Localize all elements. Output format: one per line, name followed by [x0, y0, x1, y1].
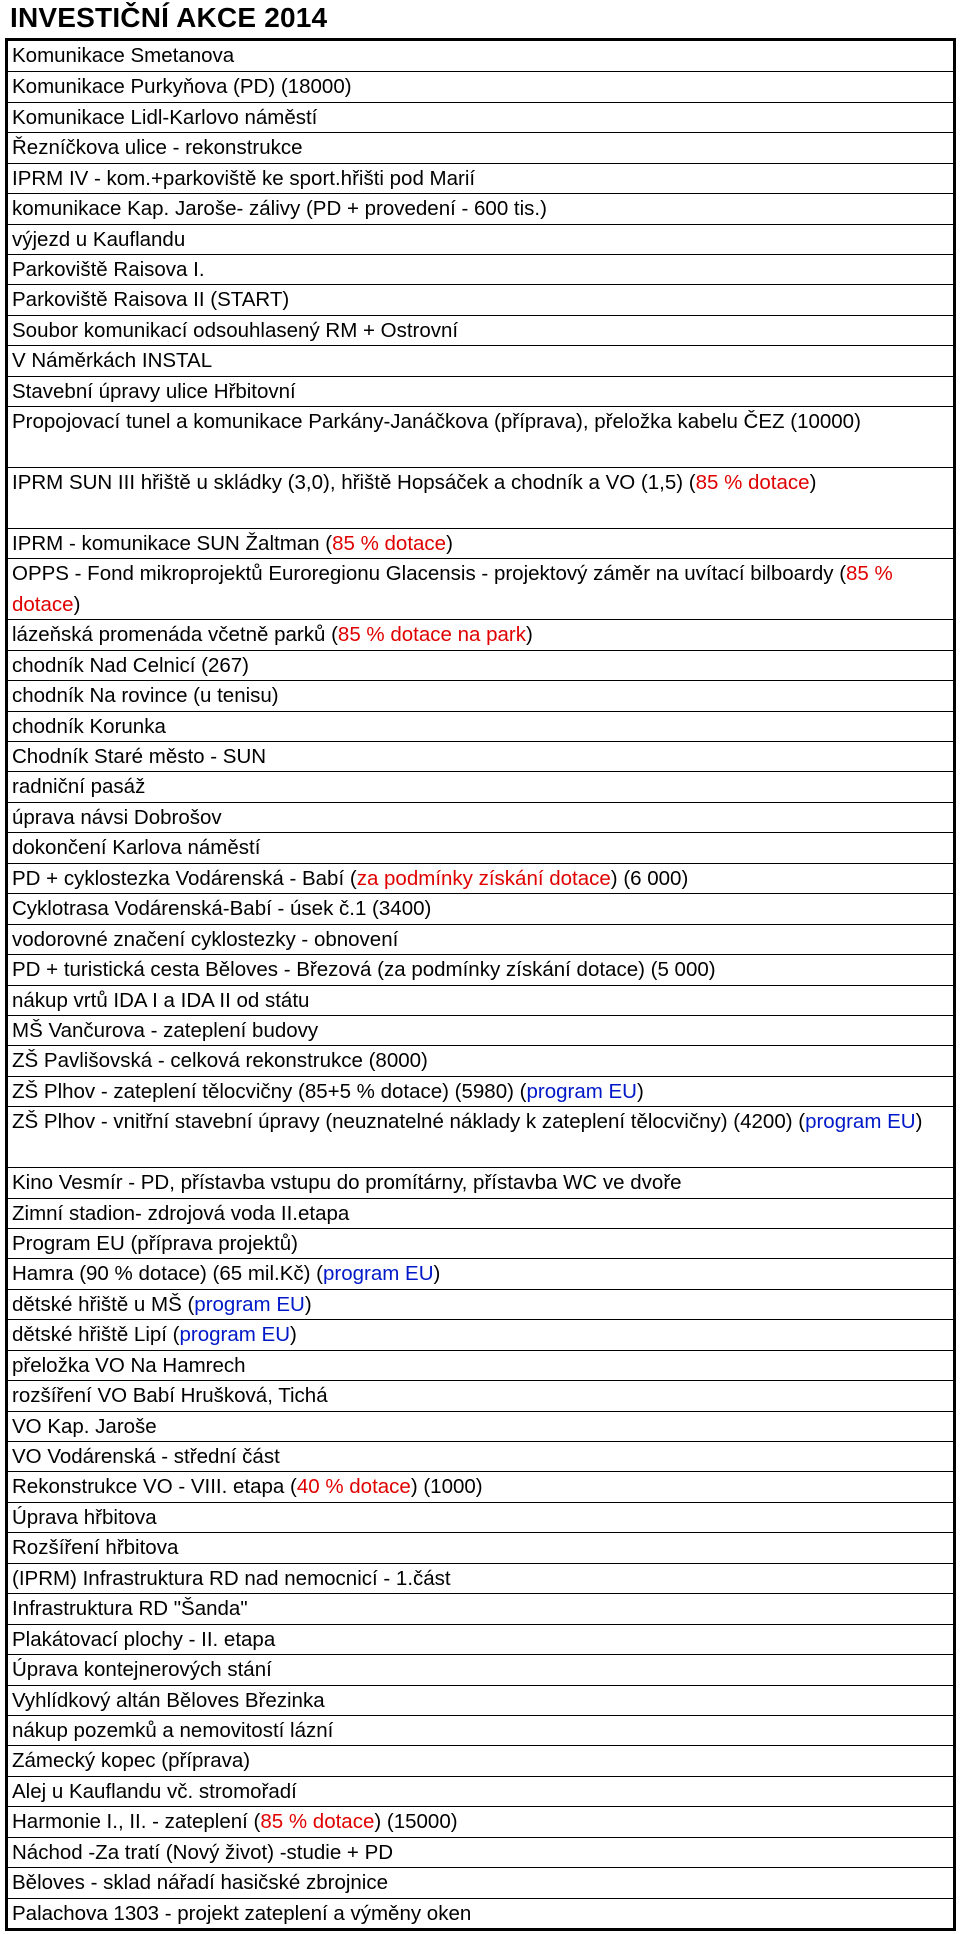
blue-note: program EU: [179, 1323, 291, 1347]
row-text: Infrastruktura RD "Šanda": [12, 1597, 248, 1621]
row-text: ZŠ Plhov - vnitřní stavební úpravy (neuznatelné náklady k zateplení tělocvičny) (4200) (: [12, 1110, 806, 1134]
row-text: V Náměrkách INSTAL: [12, 349, 213, 373]
blue-note: program EU: [805, 1110, 916, 1134]
row-text: ): [433, 1262, 441, 1286]
row-text: (IPRM) Infrastruktura RD nad nemocnicí - 1.část: [12, 1566, 451, 1590]
table-row: [8, 711, 953, 741]
table-row: [8, 1867, 953, 1897]
row-text: ) (1000): [410, 1475, 483, 1499]
table-row: [8, 102, 953, 132]
table-row: [8, 1898, 953, 1928]
table-row: [8, 163, 953, 193]
table-row: [8, 802, 953, 832]
red-note: 85 % dotace: [332, 531, 447, 555]
table-row: [8, 1563, 953, 1593]
table-row: [8, 376, 953, 406]
table-row: [8, 924, 953, 954]
row-text: Zámecký kopec (příprava): [12, 1749, 251, 1773]
table-row: [8, 1715, 953, 1745]
table-row: [8, 71, 953, 101]
row-text: komunikace Kap. Jaroše- zálivy (PD + provedení - 600 tis.): [12, 197, 547, 221]
row-text: Kino Vesmír - PD, přístavba vstupu do promítárny, přístavba WC ve dvoře: [12, 1171, 682, 1195]
table-row: [8, 284, 953, 314]
row-text: ): [809, 471, 817, 495]
row-text: VO Kap. Jaroše: [12, 1414, 157, 1438]
row-text: Chodník Staré město - SUN: [12, 745, 267, 769]
row-text: ): [304, 1292, 312, 1316]
row-text: Komunikace Smetanova: [12, 44, 235, 67]
row-text: Propojovací tunel a komunikace Parkány-Janáčkova (příprava), přeložka kabelu ČEZ (10000): [12, 410, 861, 434]
table-row: [8, 1198, 953, 1228]
table-row: [8, 1837, 953, 1867]
row-text: úprava návsi Dobrošov: [12, 805, 222, 829]
red-note: 85 % dotace: [12, 562, 893, 616]
table-row: [8, 1319, 953, 1349]
row-text: vodorovné značení cyklostezky - obnovení: [12, 927, 399, 951]
table-row: [8, 832, 953, 862]
table-row: [8, 1593, 953, 1623]
table-row: [8, 619, 953, 649]
row-text: Řezníčkova ulice - rekonstrukce: [12, 136, 303, 160]
investment-table: [5, 38, 956, 1931]
table-row: [8, 1015, 953, 1045]
table-row: [8, 1228, 953, 1258]
row-text: Úprava kontejnerových stání: [12, 1658, 272, 1682]
table-row: [8, 558, 953, 619]
table-row: [8, 1624, 953, 1654]
row-text: ): [525, 623, 533, 647]
table-row: [8, 741, 953, 771]
page-title: INVESTIČNÍ AKCE 2014: [10, 2, 328, 33]
table-row: [8, 1045, 953, 1075]
red-note: 85 % dotace: [260, 1810, 375, 1834]
row-text: VO Vodárenská - střední část: [12, 1445, 280, 1469]
row-text: IPRM SUN III hřiště u skládky (3,0), hřiště Hopsáček a chodník a VO (1,5) (: [12, 471, 696, 495]
row-text: Stavební úpravy ulice Hřbitovní: [12, 379, 296, 403]
table-row: [8, 315, 953, 345]
row-text: ): [636, 1079, 644, 1103]
row-text: Alej u Kauflandu vč. stromořadí: [12, 1779, 297, 1803]
red-note: 85 % dotace na park: [337, 623, 526, 647]
row-text: dětské hřiště Lipí (: [12, 1323, 180, 1347]
row-text: Parkoviště Raisova II (START): [12, 288, 290, 312]
blue-note: program EU: [323, 1262, 434, 1286]
row-text: Palachova 1303 - projekt zateplení a výměny oken: [12, 1901, 472, 1925]
row-text: ): [446, 531, 453, 555]
red-note: 85 % dotace: [695, 471, 810, 495]
table-row: [8, 406, 953, 467]
table-row: [8, 1258, 953, 1288]
row-text: přeložka VO Na Hamrech: [12, 1353, 246, 1377]
table-row: [8, 1289, 953, 1319]
table-row: [8, 893, 953, 923]
row-text: OPPS - Fond mikroprojektů Euroregionu Glacensis - projektový záměr na uvítací bilboardy (: [12, 562, 847, 586]
table-row: [8, 1441, 953, 1471]
table-row: [8, 1076, 953, 1106]
row-text: Cyklotrasa Vodárenská-Babí - úsek č.1 (3400): [12, 897, 432, 921]
row-text: PD + cyklostezka Vodárenská - Babí (: [12, 866, 357, 890]
table-row: [8, 1167, 953, 1197]
table-row: [8, 985, 953, 1015]
row-text: Běloves - sklad nářadí hasičské zbrojnice: [12, 1871, 389, 1895]
row-text: Plakátovací plochy - II. etapa: [12, 1627, 276, 1651]
table-row: [8, 1745, 953, 1775]
row-text: ): [73, 592, 81, 616]
row-text: dětské hřiště u MŠ (: [12, 1292, 195, 1316]
table-row: [8, 954, 953, 984]
table-row: [8, 345, 953, 375]
row-text: ): [915, 1110, 923, 1134]
row-text: rozšíření VO Babí Hrušková, Tichá: [12, 1384, 328, 1408]
row-text: ZŠ Pavlišovská - celková rekonstrukce (8000): [12, 1049, 428, 1073]
row-text: ) (6 000): [610, 866, 689, 890]
row-text: Program EU (příprava projektů): [12, 1231, 298, 1255]
row-text: Náchod -Za tratí (Nový život) -studie + PD: [12, 1840, 394, 1864]
red-note: za podmínky získání dotace: [356, 866, 611, 890]
row-text: chodník Korunka: [12, 714, 166, 738]
table-row: [8, 254, 953, 284]
row-text: IPRM IV - kom.+parkoviště ke sport.hřišti pod Marií: [12, 166, 476, 190]
blue-note: program EU: [194, 1292, 305, 1316]
table-row: [8, 193, 953, 223]
table-row: [8, 528, 953, 558]
row-text: chodník Na rovince (u tenisu): [12, 684, 279, 708]
row-text: Vyhlídkový altán Běloves Březinka: [12, 1688, 325, 1712]
row-text: výjezd u Kauflandu: [12, 227, 186, 251]
table-row: [8, 1380, 953, 1410]
row-text: dokončení Karlova náměstí: [12, 836, 261, 860]
table-row: [8, 680, 953, 710]
row-text: Komunikace Purkyňova (PD) (18000): [12, 75, 352, 99]
table-row: [8, 1106, 953, 1167]
table-row: [8, 224, 953, 254]
row-text: Hamra (90 % dotace) (65 mil.Kč) (: [12, 1262, 324, 1286]
blue-note: program EU: [526, 1079, 637, 1103]
row-text: Soubor komunikací odsouhlasený RM + Ostrovní: [12, 318, 459, 342]
table-row: [8, 1806, 953, 1836]
row-text: PD + turistická cesta Běloves - Březová (za podmínky získání dotace) (5 000): [12, 958, 716, 982]
row-text: ): [290, 1323, 297, 1347]
row-text: Rozšíření hřbitova: [12, 1536, 179, 1560]
row-text: Parkoviště Raisova I.: [12, 258, 205, 282]
row-text: Komunikace Lidl-Karlovo náměstí: [12, 105, 318, 129]
row-text: ZŠ Plhov - zateplení tělocvičny (85+5 % dotace) (5980) (: [12, 1079, 527, 1103]
row-text: Úprava hřbitova: [12, 1505, 157, 1529]
table-row: [8, 1532, 953, 1562]
table-row: [8, 467, 953, 528]
table-row: [8, 771, 953, 801]
table-row: [8, 41, 953, 71]
table-row: [8, 1350, 953, 1380]
row-text: chodník Nad Celnicí (267): [12, 653, 250, 677]
table-row: [8, 1685, 953, 1715]
row-text: IPRM - komunikace SUN Žaltman (: [12, 531, 333, 555]
table-row: [8, 132, 953, 162]
table-row: [8, 1471, 953, 1501]
row-text: lázeňská promenáda včetně parků (: [12, 623, 338, 647]
row-text: Harmonie I., II. - zateplení (: [12, 1810, 261, 1834]
row-text: MŠ Vančurova - zateplení budovy: [12, 1018, 319, 1042]
row-text: radniční pasáž: [12, 775, 146, 799]
row-text: ) (15000): [374, 1810, 458, 1834]
table-row: [8, 1502, 953, 1532]
row-text: Rekonstrukce VO - VIII. etapa (: [12, 1475, 297, 1499]
table-row: [8, 1776, 953, 1806]
table-row: [8, 863, 953, 893]
table-row: [8, 1411, 953, 1441]
table-row: [8, 650, 953, 680]
red-note: 40 % dotace: [296, 1475, 411, 1499]
row-text: Zimní stadion- zdrojová voda II.etapa: [12, 1201, 350, 1225]
row-text: nákup pozemků a nemovitostí lázní: [12, 1718, 334, 1742]
table-row: [8, 1654, 953, 1684]
row-text: nákup vrtů IDA I a IDA II od státu: [12, 988, 310, 1012]
